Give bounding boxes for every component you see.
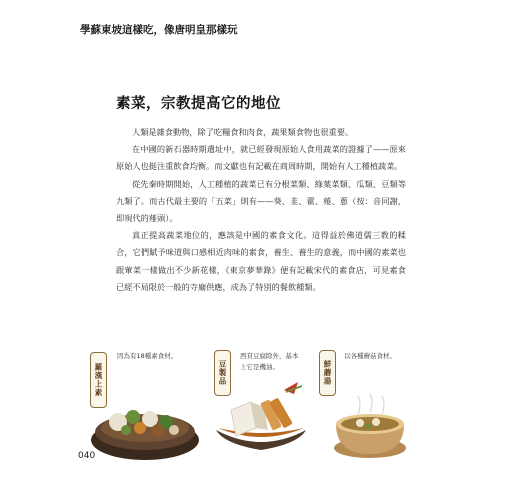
dish-illustration-mushroom <box>330 390 410 462</box>
paragraph: 從先秦時期開始，人工種植的蔬菜已有分根菜類、綠葉菜類、瓜類、豆類等九類了。而古代最主要的「五菜」則有——葵、韭、藿、薤、蔥（按：音同謝，即現代的薤頭）。 <box>116 178 406 224</box>
dish-caption-mushroom: 以各種蘑菇食材。 <box>344 352 396 360</box>
paragraph: 在中國的新石器時期遺址中，就已經發現原始人食用蔬菜的證據了——原來原始人也挺注重飲食均衡。而文獻也有記載在商周時期，開始有人工種植蔬菜。 <box>116 144 406 172</box>
body-text <box>116 124 406 296</box>
dish-illustration-luohan <box>88 392 203 464</box>
section-title: 素菜，宗教提高它的地位 <box>116 95 281 112</box>
page-number: 040 <box>78 451 96 461</box>
dish-label-luohan: 羅漢上素 <box>90 352 107 408</box>
paragraph: 人類是雜食動物，除了吃糧食和肉食，蔬果類食物也很重要。 <box>132 127 354 137</box>
dish-caption-tofu: 西頁豆腐除外，基本上它是機油。 <box>240 352 299 371</box>
dish-label-tofu: 豆製品 <box>214 350 231 396</box>
dish-label-mushroom: 鮮蘑湯 <box>319 350 336 396</box>
dish-illustration-tofu <box>206 380 316 460</box>
running-header: 學蘇東坡這樣吃，像唐明皇那樣玩 <box>80 24 238 36</box>
dish-caption-luohan: 因為有18種素食材。 <box>117 352 178 360</box>
paragraph: 真正提高蔬菜地位的，應該是中國的素食文化。這得益於佛道儒三教的糅合，它們賦予味道與口感相近肉味的素食，養生、養生的意義，而中國的素菜也跟葷菜一樣做出不少新花樣，《東京夢華錄》便有記載宋代的素食店，可見素食已經不局限於一般的寺廟供應，成為了特別的餐飲種類。 <box>116 230 406 292</box>
